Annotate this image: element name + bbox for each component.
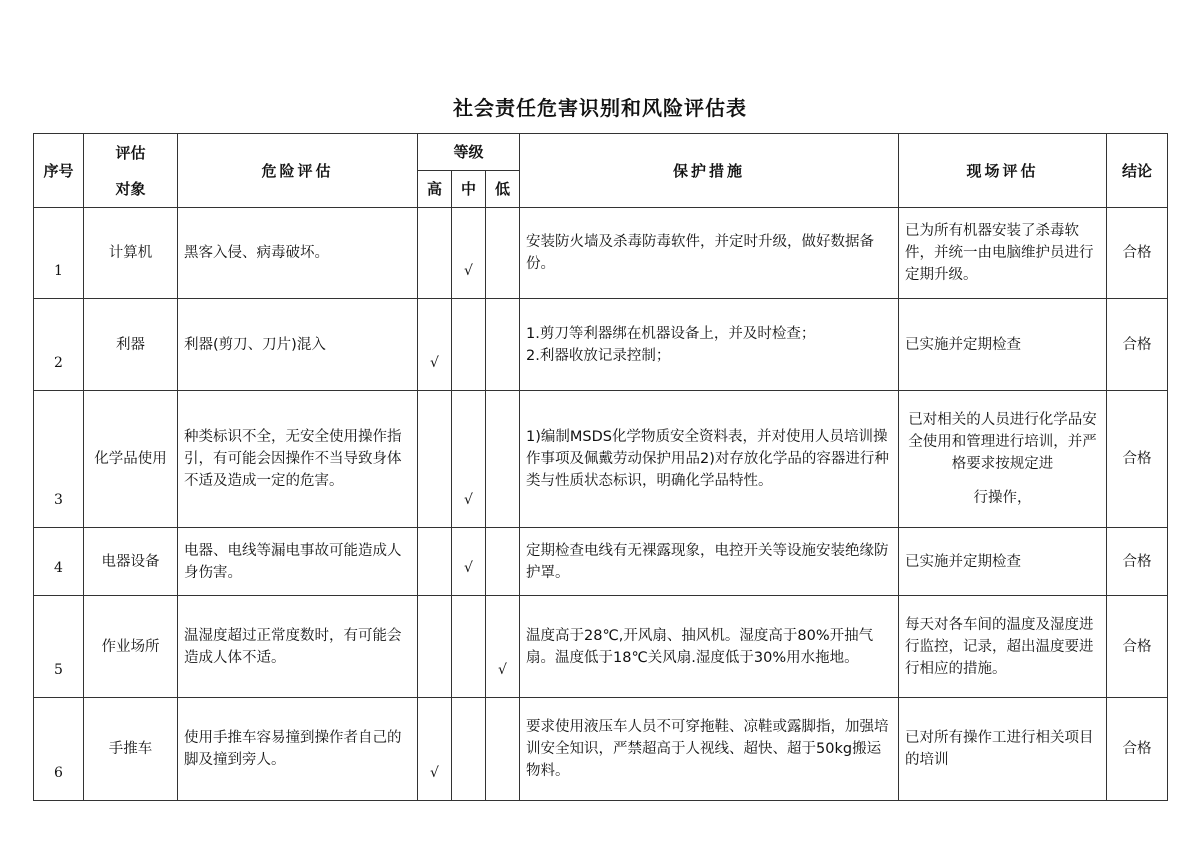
risk-assessment-table [33, 133, 1168, 801]
row-measures: 温度高于28℃,开风扇、抽风机。湿度高于80%开抽气扇。温度低于18℃关风扇.湿度低于30%用水拖地。 [520, 596, 899, 698]
level-high-cell [418, 596, 452, 698]
level-low-cell [486, 528, 520, 596]
row-conclusion: 合格 [1107, 299, 1168, 391]
header-seq: 序号 [34, 134, 84, 208]
row-seq: 4 [34, 528, 84, 596]
row-conclusion: 合格 [1107, 596, 1168, 698]
page-title: 社会责任危害识别和风险评估表 [453, 96, 747, 120]
row-seq: 3 [34, 391, 84, 528]
row-measures [520, 299, 899, 391]
header-object-line1: 评估 [115, 143, 146, 162]
row-object: 利器 [84, 299, 178, 391]
level-low-cell [486, 208, 520, 299]
row-onsite: 已为所有机器安装了杀毒软件，并统一由电脑维护员进行定期升级。 [899, 208, 1107, 299]
header-risk: 危险评估 [178, 134, 418, 208]
row-object: 电器设备 [84, 528, 178, 596]
row-seq: 1 [34, 208, 84, 299]
row-risk: 电器、电线等漏电事故可能造成人身伤害。 [178, 528, 418, 596]
row-seq: 2 [34, 299, 84, 391]
row-risk: 使用手推车容易撞到操作者自己的脚及撞到旁人。 [178, 698, 418, 801]
header-object [84, 134, 178, 208]
row-conclusion: 合格 [1107, 528, 1168, 596]
row-object: 计算机 [84, 208, 178, 299]
table-row [34, 698, 1168, 801]
row-risk: 利器(剪刀、刀片)混入 [178, 299, 418, 391]
header-level-mid: 中 [452, 171, 486, 208]
table-row [34, 596, 1168, 698]
row-measures: 定期检查电线有无裸露现象，电控开关等设施安装绝缘防护罩。 [520, 528, 899, 596]
row-onsite [899, 391, 1107, 528]
row-seq: 5 [34, 596, 84, 698]
level-low-cell [486, 698, 520, 801]
level-high-cell [418, 208, 452, 299]
level-mid-cell [452, 596, 486, 698]
measures-line: 1.剪刀等利器绑在机器设备上，并及时检查； [526, 325, 816, 342]
onsite-text: 已对相关的人员进行化学品安全使用和管理进行培训，并严格要求按规定进 [908, 412, 1097, 472]
table-row [34, 299, 1168, 391]
row-object: 作业场所 [84, 596, 178, 698]
level-high-cell [418, 528, 452, 596]
header-level-low: 低 [486, 171, 520, 208]
header-level-high: 高 [418, 171, 452, 208]
measures-line: 2.利器收放记录控制； [526, 347, 671, 364]
level-mid-cell [452, 299, 486, 391]
row-seq: 6 [34, 698, 84, 801]
header-measures: 保护措施 [520, 134, 899, 208]
table-row [34, 208, 1168, 299]
row-onsite: 已实施并定期检查 [899, 299, 1107, 391]
table-row [34, 528, 1168, 596]
table-row [34, 391, 1168, 528]
level-mid-cell [452, 698, 486, 801]
row-risk: 黑客入侵、病毒破坏。 [178, 208, 418, 299]
row-measures: 要求使用液压车人员不可穿拖鞋、凉鞋或露脚指，加强培训安全知识，严禁超高于人视线、超快、超于50kg搬运物料。 [520, 698, 899, 801]
row-measures: 安装防火墙及杀毒防毒软件，并定时升级，做好数据备份。 [520, 208, 899, 299]
header-level: 等级 [418, 134, 520, 171]
level-mid-cell: √ [452, 208, 486, 299]
level-high-cell: √ [418, 698, 452, 801]
row-onsite: 已对所有操作工进行相关项目的培训 [899, 698, 1107, 801]
level-mid-cell: √ [452, 391, 486, 528]
row-risk: 温湿度超过正常度数时，有可能会造成人体不适。 [178, 596, 418, 698]
row-conclusion: 合格 [1107, 208, 1168, 299]
onsite-text-continued: 行操作， [973, 490, 1032, 506]
row-measures: 1)编制MSDS化学物质安全资料表，并对使用人员培训操作事项及佩戴劳动保护用品2)对存放化学品的容器进行种类与性质状态标识，明确化学品特性。 [520, 391, 899, 528]
header-conclusion: 结论 [1107, 134, 1168, 208]
level-high-cell [418, 391, 452, 528]
row-onsite: 已实施并定期检查 [899, 528, 1107, 596]
row-conclusion: 合格 [1107, 698, 1168, 801]
level-mid-cell: √ [452, 528, 486, 596]
row-object: 化学品使用 [84, 391, 178, 528]
row-risk: 种类标识不全，无安全使用操作指引，有可能会因操作不当导致身体不适及造成一定的危害。 [178, 391, 418, 528]
header-onsite: 现场评估 [899, 134, 1107, 208]
row-onsite: 每天对各车间的温度及湿度进行监控，记录，超出温度要进行相应的措施。 [899, 596, 1107, 698]
row-object: 手推车 [84, 698, 178, 801]
row-conclusion: 合格 [1107, 391, 1168, 528]
header-object-line2: 对象 [115, 179, 146, 198]
level-low-cell [486, 299, 520, 391]
level-low-cell [486, 391, 520, 528]
level-high-cell: √ [418, 299, 452, 391]
level-low-cell: √ [486, 596, 520, 698]
